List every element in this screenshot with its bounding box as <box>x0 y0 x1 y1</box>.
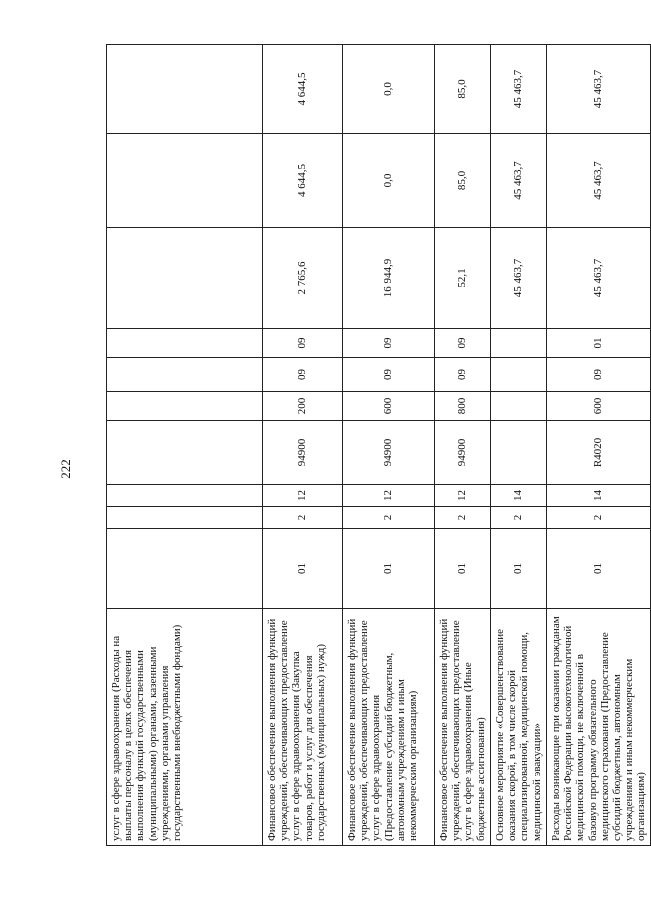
amount-year-2: 45 463,7 <box>491 134 547 228</box>
expense-direction-code: 94900 <box>263 421 343 485</box>
amount-year-1: 2 765,6 <box>263 228 343 329</box>
expense-direction-code: 94900 <box>435 421 491 485</box>
amount-year-1: 45 463,7 <box>491 228 547 329</box>
subsection-code <box>491 329 547 358</box>
table-row <box>263 45 343 846</box>
table-row <box>491 45 547 846</box>
section-code <box>491 358 547 392</box>
amount-year-2: 0,0 <box>343 134 435 228</box>
expense-type-code <box>107 392 263 421</box>
amount-year-1: 52,1 <box>435 228 491 329</box>
section-code <box>107 358 263 392</box>
subprogram-code: 2 <box>491 507 547 529</box>
row-description: Расходы возникающие при оказании гражданам Российской Федерации высокотехнологичной медицинской помощи, не включенной в базовую программу обязательного медицинского страхования (Предоставление субсидий бюджетным, автономным учреждениям и иным некоммерческим организациям) <box>547 609 651 846</box>
subsection-code: 09 <box>263 329 343 358</box>
amount-year-1 <box>107 228 263 329</box>
amount-year-3: 4 644,5 <box>263 45 343 134</box>
expense-type-code <box>491 392 547 421</box>
row-description: Основное мероприятие «Совершенствование оказания скорой, в том числе скорой специализированной, медицинской помощи, медицинской эвакуации» <box>491 609 547 846</box>
expense-type-code: 800 <box>435 392 491 421</box>
amount-year-3: 0,0 <box>343 45 435 134</box>
expense-type-code: 200 <box>263 392 343 421</box>
row-description: Финансовое обеспечение выполнения функций учреждений, обеспечивающих предоставление услуг в сфере здравоохранения (Предоставление субсидий бюджетным, автономным учреждениям и иным некоммерческим организациям) <box>343 609 435 846</box>
program-code: 01 <box>547 529 651 609</box>
expense-direction-code <box>107 421 263 485</box>
expense-type-code: 600 <box>343 392 435 421</box>
event-code: 14 <box>491 485 547 507</box>
section-code: 09 <box>547 358 651 392</box>
amount-year-3: 45 463,7 <box>547 45 651 134</box>
table-row <box>107 45 263 846</box>
program-code <box>107 529 263 609</box>
budget-table-wrapper <box>106 45 648 846</box>
expense-type-code: 600 <box>547 392 651 421</box>
program-code: 01 <box>435 529 491 609</box>
amount-year-2: 85,0 <box>435 134 491 228</box>
amount-year-3: 45 463,7 <box>491 45 547 134</box>
amount-year-2 <box>107 134 263 228</box>
program-code: 01 <box>263 529 343 609</box>
subsection-code <box>107 329 263 358</box>
row-description: услуг в сфере здравоохранения (Расходы на выплаты персоналу в целях обеспечения выполнения функций государственными (муниципальными) органами, казенными учреждениями, органами управления государственными внебюджетными фондами) <box>107 609 263 846</box>
row-description: Финансовое обеспечение выполнения функций учреждений, обеспечивающих предоставление услуг в сфере здравоохранения (Закупка товаров, работ и услуг для обеспечения государственных (муниципальных) нужд) <box>263 609 343 846</box>
amount-year-2: 4 644,5 <box>263 134 343 228</box>
amount-year-1: 45 463,7 <box>547 228 651 329</box>
program-code: 01 <box>343 529 435 609</box>
amount-year-2: 45 463,7 <box>547 134 651 228</box>
subprogram-code <box>107 507 263 529</box>
event-code: 12 <box>343 485 435 507</box>
expense-direction-code: R4020 <box>547 421 651 485</box>
expense-direction-code <box>491 421 547 485</box>
subsection-code: 09 <box>343 329 435 358</box>
subprogram-code: 2 <box>435 507 491 529</box>
section-code: 09 <box>435 358 491 392</box>
section-code: 09 <box>343 358 435 392</box>
amount-year-3 <box>107 45 263 134</box>
table-row <box>343 45 435 846</box>
expense-direction-code: 94900 <box>343 421 435 485</box>
subsection-code: 01 <box>547 329 651 358</box>
page-number: 222 <box>58 459 73 479</box>
row-description: Финансовое обеспечение выполнения функций учреждений, обеспечивающих предоставление услуг в сфере здравоохранения (Иные бюджетные ассигнования) <box>435 609 491 846</box>
event-code: 14 <box>547 485 651 507</box>
subprogram-code: 2 <box>263 507 343 529</box>
amount-year-1: 16 944,9 <box>343 228 435 329</box>
event-code <box>107 485 263 507</box>
budget-table <box>106 44 651 846</box>
program-code: 01 <box>491 529 547 609</box>
section-code: 09 <box>263 358 343 392</box>
event-code: 12 <box>435 485 491 507</box>
subprogram-code: 2 <box>547 507 651 529</box>
subsection-code: 09 <box>435 329 491 358</box>
amount-year-3: 85,0 <box>435 45 491 134</box>
budget-table-rotated <box>106 45 648 846</box>
subprogram-code: 2 <box>343 507 435 529</box>
event-code: 12 <box>263 485 343 507</box>
table-row <box>547 45 651 846</box>
table-row <box>435 45 491 846</box>
